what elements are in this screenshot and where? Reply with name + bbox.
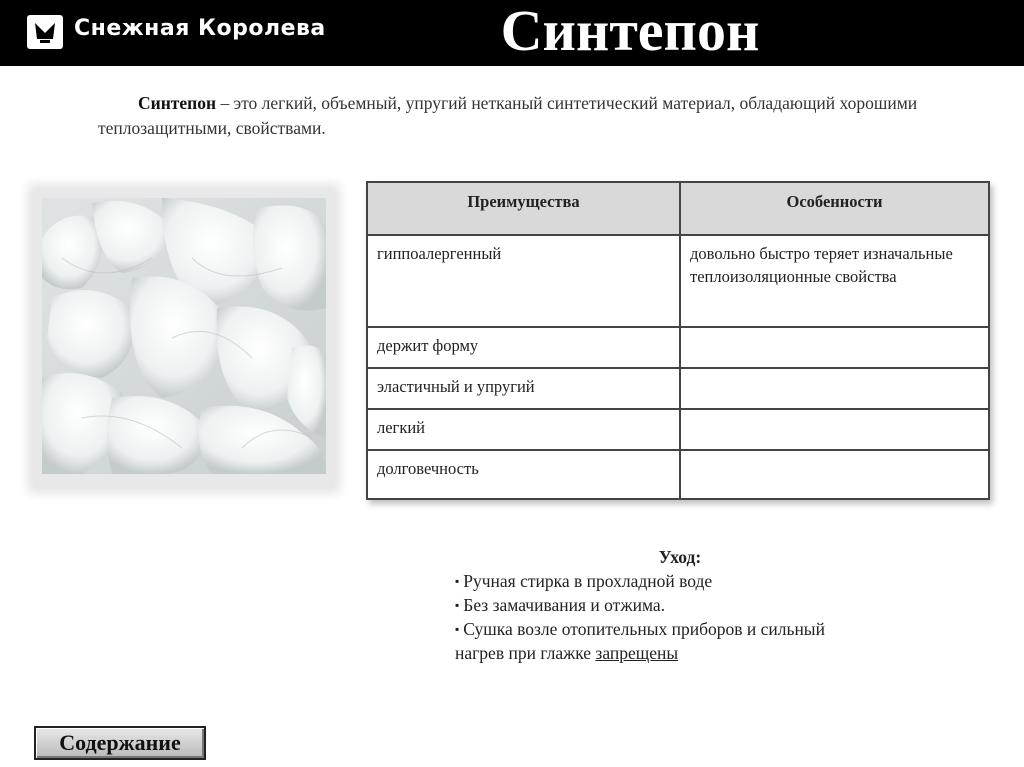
intro-term: Синтепон bbox=[138, 93, 217, 113]
intro-text: – это легкий, объемный, упругий нетканый синтетический материал, обладающий хорошими теплозащитными, свойствами. bbox=[98, 93, 918, 138]
brand-logo-text: Снежная Королева bbox=[74, 16, 326, 41]
care-item-continuation: нагрев при глажке запрещены bbox=[455, 643, 679, 663]
contents-button[interactable]: Содержание bbox=[34, 726, 206, 760]
table-row bbox=[367, 409, 989, 450]
table-cell: гиппоалергенный bbox=[367, 235, 680, 327]
care-instructions bbox=[455, 545, 915, 665]
table-row bbox=[367, 327, 989, 368]
crown-icon bbox=[27, 15, 63, 49]
intro-paragraph bbox=[98, 91, 948, 141]
header-bar bbox=[0, 0, 1024, 66]
care-item: ▪ Ручная стирка в прохладной воде bbox=[455, 571, 713, 591]
bullet-icon: ▪ bbox=[455, 622, 460, 636]
table-cell bbox=[680, 409, 989, 450]
table-cell bbox=[680, 368, 989, 409]
column-header-advantages: Преимущества bbox=[367, 182, 680, 235]
material-photo-frame bbox=[34, 190, 334, 487]
table-cell: эластичный и упругий bbox=[367, 368, 680, 409]
table-cell: долговечность bbox=[367, 450, 680, 499]
table-row bbox=[367, 368, 989, 409]
care-heading: Уход: bbox=[658, 547, 702, 567]
table-row bbox=[367, 235, 989, 327]
table-header-row bbox=[367, 182, 989, 235]
table-cell bbox=[680, 327, 989, 368]
table-row bbox=[367, 450, 989, 499]
table-cell: довольно быстро теряет изначальные теплоизоляционные свойства bbox=[680, 235, 989, 327]
forbidden-text: запрещены bbox=[595, 643, 679, 663]
table-cell bbox=[680, 450, 989, 499]
care-item: ▪ Без замачивания и отжима. bbox=[455, 595, 666, 615]
table-cell: держит форму bbox=[367, 327, 680, 368]
synthetic-padding-photo bbox=[42, 198, 326, 474]
column-header-features: Особенности bbox=[680, 182, 989, 235]
properties-table bbox=[366, 181, 990, 500]
care-item: ▪ Сушка возле отопительных приборов и сильный bbox=[455, 619, 825, 639]
bullet-icon: ▪ bbox=[455, 598, 460, 612]
table-cell: легкий bbox=[367, 409, 680, 450]
bullet-icon: ▪ bbox=[455, 574, 460, 588]
page-title: Синтепон bbox=[500, 0, 760, 63]
